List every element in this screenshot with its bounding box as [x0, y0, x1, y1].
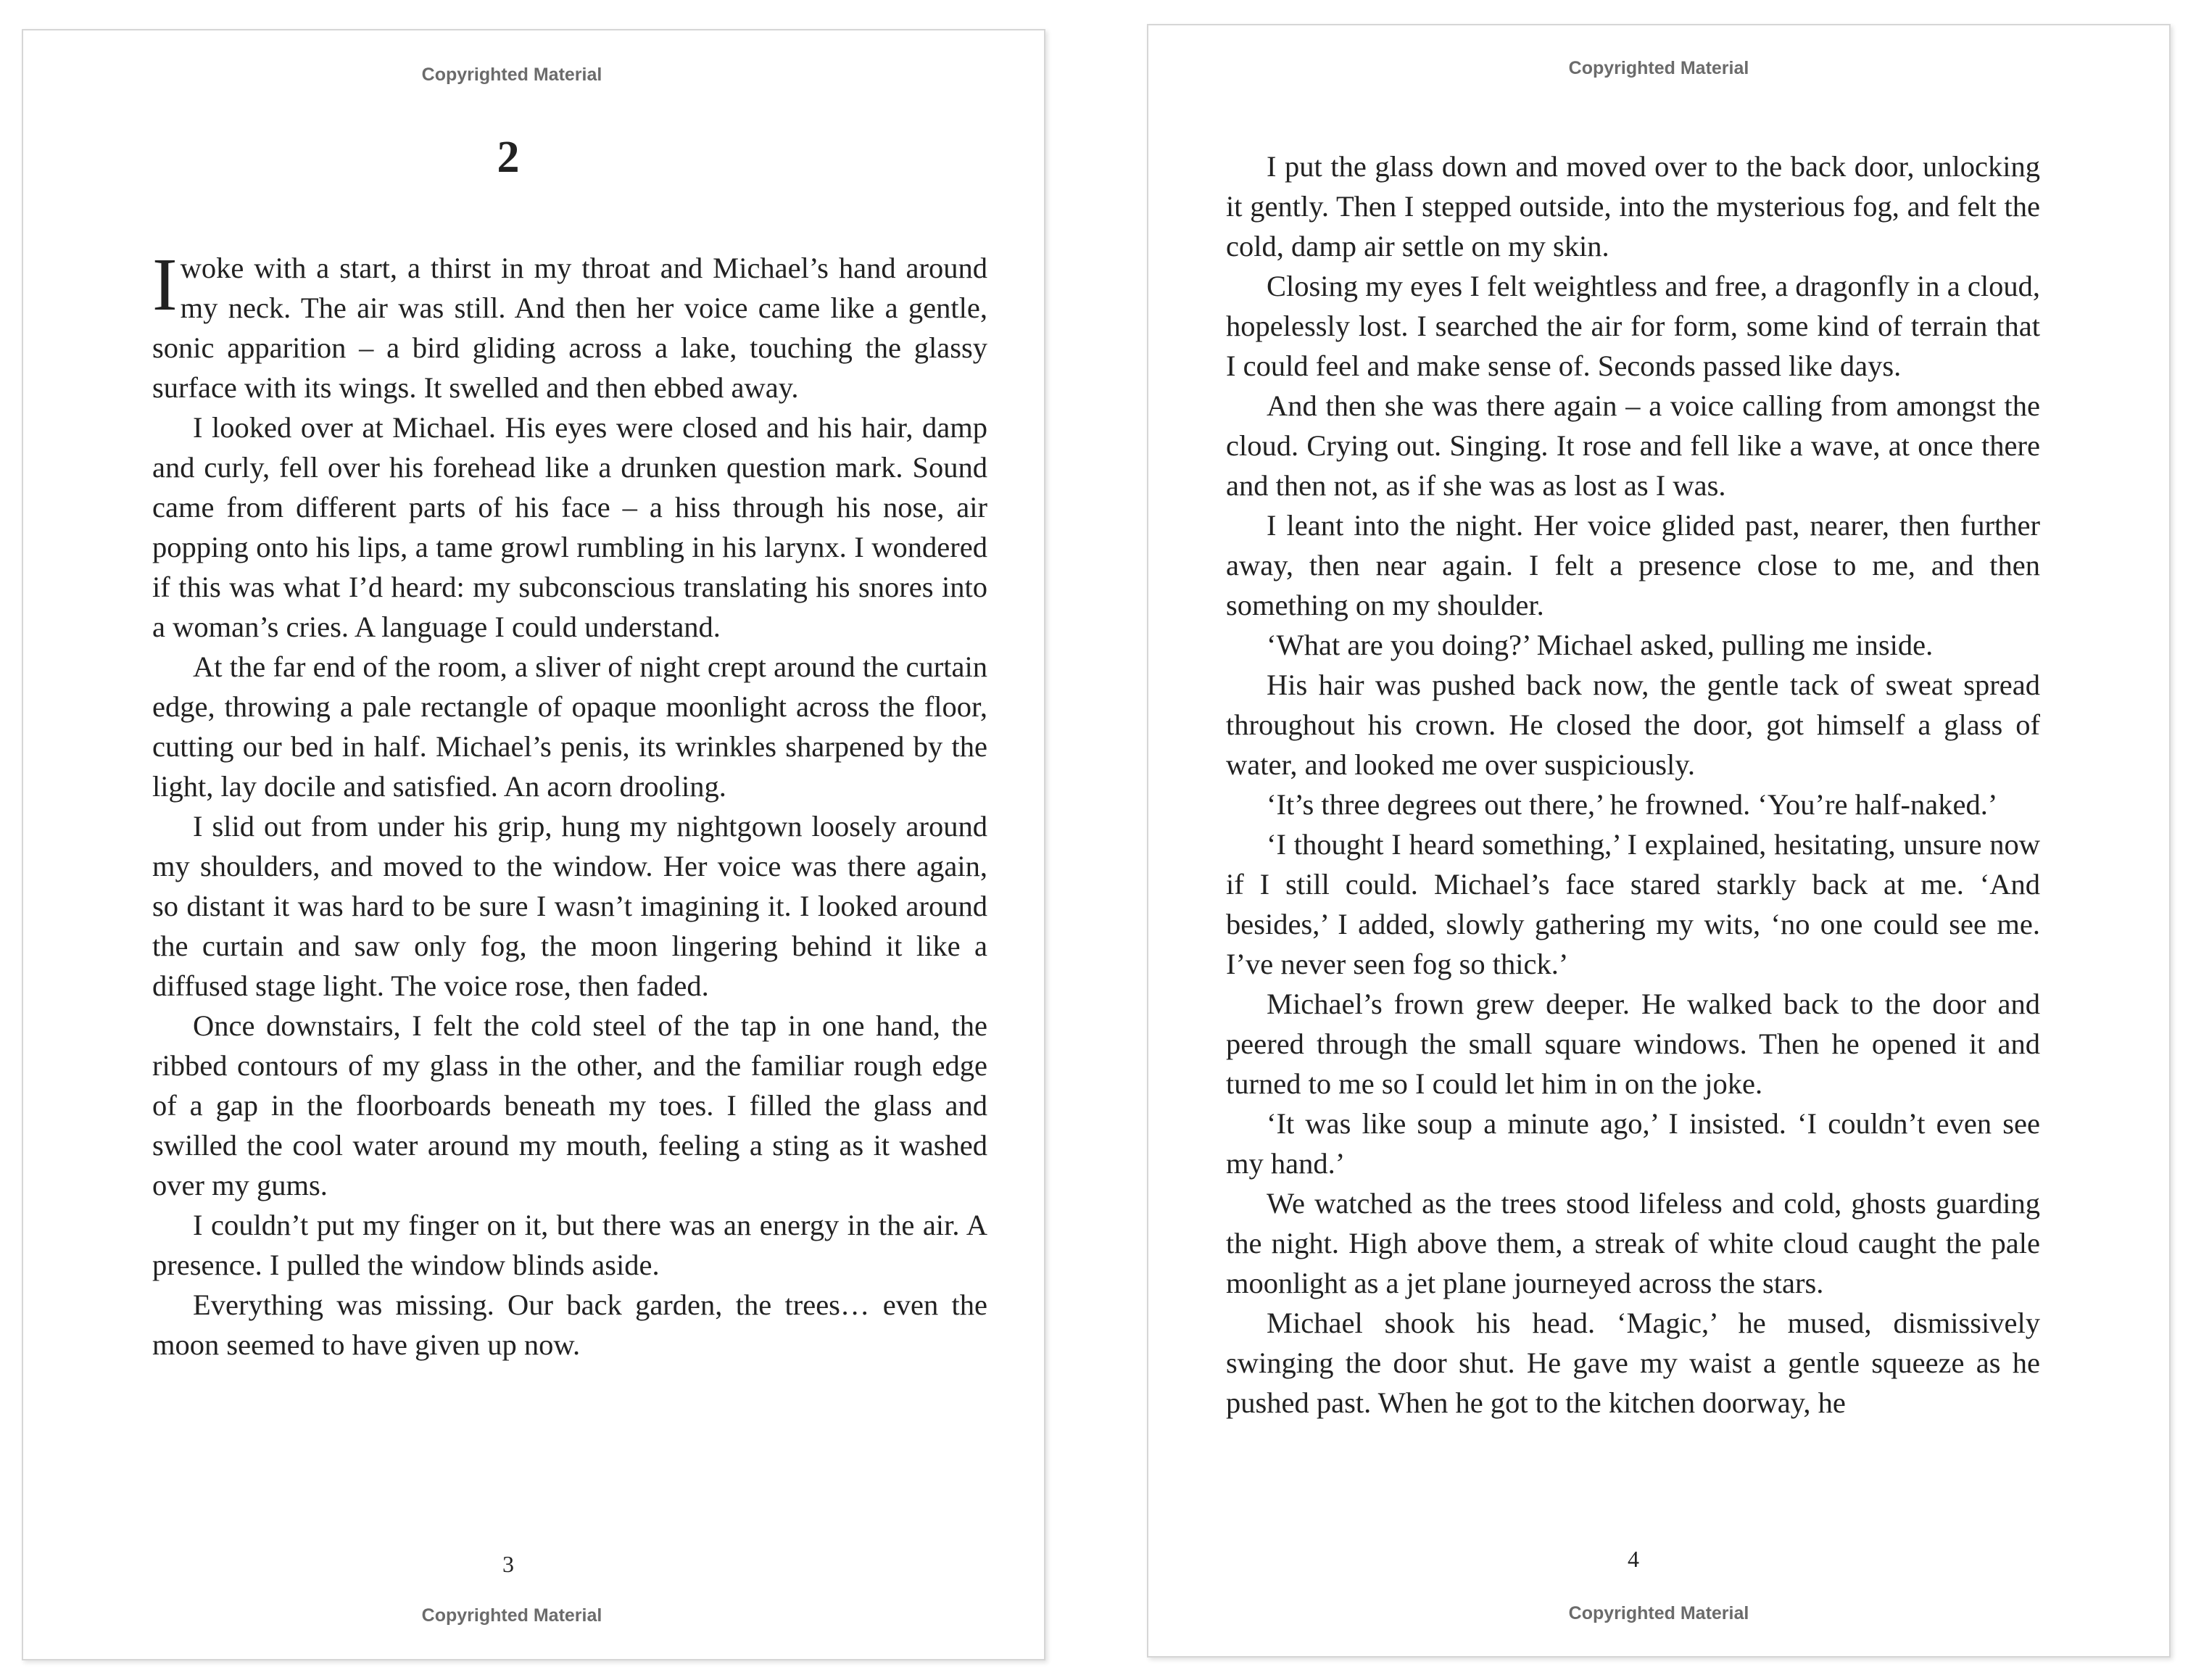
paragraph: Michael’s frown grew deeper. He walked back to the door and peered through the small square windows. Then he opened it and turned to me so I could let him in on the joke. — [1226, 988, 2040, 1100]
paragraph: We watched as the trees stood lifeless and cold, ghosts guarding the night. High above them, a streak of white cloud caught the pale moonlight as a jet plane journeyed across the stars. — [1226, 1187, 2040, 1299]
paragraph: Closing my eyes I felt weightless and free, a dragonfly in a cloud, hopelessly lost. I searched the air for form, some kind of terrain that I could feel and make sense of. Seconds passed like days. — [1226, 270, 2040, 382]
copyright-footer: Copyrighted Material — [421, 1605, 602, 1626]
paragraph: ‘I thought I heard something,’ I explained, hesitating, unsure now if I still could. Michael’s face stared starkly back at me. ‘And besides,’ I added, slowly gathering my wits, ‘no one could see me. I’ve never seen fog so thick.’ — [1226, 828, 2040, 980]
right-page — [1147, 24, 2171, 1658]
paragraph: ‘What are you doing?’ Michael asked, pulling me inside. — [1267, 629, 1934, 661]
paragraph: Michael shook his head. ‘Magic,’ he mused, dismissively swinging the door shut. He gave my waist a gentle squeeze as he pushed past. When he got to the kitchen doorway, he — [1226, 1307, 2040, 1419]
paragraph: ‘It’s three degrees out there,’ he frowned. ‘You’re half-naked.’ — [1267, 788, 1998, 821]
page-number: 3 — [502, 1551, 514, 1577]
paragraph: And then she was there again – a voice calling from amongst the cloud. Crying out. Singing. It rose and fell like a wave, at once there and then not, as if she was as lost as I was. — [1226, 389, 2040, 502]
paragraph: I couldn’t put my finger on it, but there was an energy in the air. A presence. I pulled the window blinds aside. — [152, 1209, 987, 1281]
left-page — [22, 29, 1045, 1660]
left-page-body — [152, 243, 987, 1365]
right-page-body — [1226, 146, 2040, 1423]
paragraph: His hair was pushed back now, the gentle tack of sweat spread throughout his crown. He closed the door, got himself a glass of water, and looked me over suspiciously. — [1226, 669, 2040, 781]
paragraph: I slid out from under his grip, hung my nightgown loosely around my shoulders, and moved to the window. Her voice was there again, so distant it was hard to be sure I wasn’t imagining it. I looked around the curtain and saw only fog, the moon lingering behind it like a diffused stage light. The voice rose, then faded. — [152, 810, 987, 1002]
paragraph: I put the glass down and moved over to the back door, unlocking it gently. Then I stepped outside, into the mysterious fog, and felt the cold, damp air settle on my skin. — [1226, 150, 2040, 262]
copyright-footer: Copyrighted Material — [1568, 1603, 1749, 1623]
paragraph: At the far end of the room, a sliver of night crept around the curtain edge, throwing a pale rectangle of opaque moonlight across the floor, cutting our bed in half. Michael’s penis, its wrinkles sharpened by the light, lay docile and satisfied. An acorn drooling. — [152, 650, 987, 803]
page-number: 4 — [1628, 1546, 1639, 1572]
paragraph: Iwoke with a start, a thirst in my throat and Michael’s hand around my neck. The air was still. And then her voice came like a gentle, sonic apparition – a bird gliding across a lake, touching the glassy surface with its wings. It swelled and then ebbed away. — [152, 243, 987, 404]
paragraph: I leant into the night. Her voice glided past, nearer, then further away, then near again. I felt a presence close to me, and then something on my shoulder. — [1226, 509, 2040, 621]
paragraph: ‘It was like soup a minute ago,’ I insisted. ‘I couldn’t even see my hand.’ — [1226, 1107, 2040, 1180]
drop-cap: I — [152, 243, 178, 326]
copyright-header: Copyrighted Material — [1568, 58, 1749, 78]
paragraph: Once downstairs, I felt the cold steel of the tap in one hand, the ribbed contours of my glass in the other, and the familiar rough edge of a gap in the floorboards beneath my toes. I filled the glass and swilled the cool water around my mouth, feeling a sting as it washed over my gums. — [152, 1009, 987, 1201]
chapter-number: 2 — [497, 133, 520, 182]
paragraph: I looked over at Michael. His eyes were closed and his hair, damp and curly, fell over his forehead like a drunken question mark. Sound came from different parts of his face – a hiss through his nose, air popping onto his lips, a tame growl rumbling in his larynx. I wondered if this was what I’d heard: my subconscious translating his snores into a woman’s cries. A language I could understand. — [152, 411, 987, 643]
paragraph: Everything was missing. Our back garden, the trees… even the moon seemed to have given up now. — [152, 1288, 987, 1361]
copyright-header: Copyrighted Material — [421, 65, 602, 85]
